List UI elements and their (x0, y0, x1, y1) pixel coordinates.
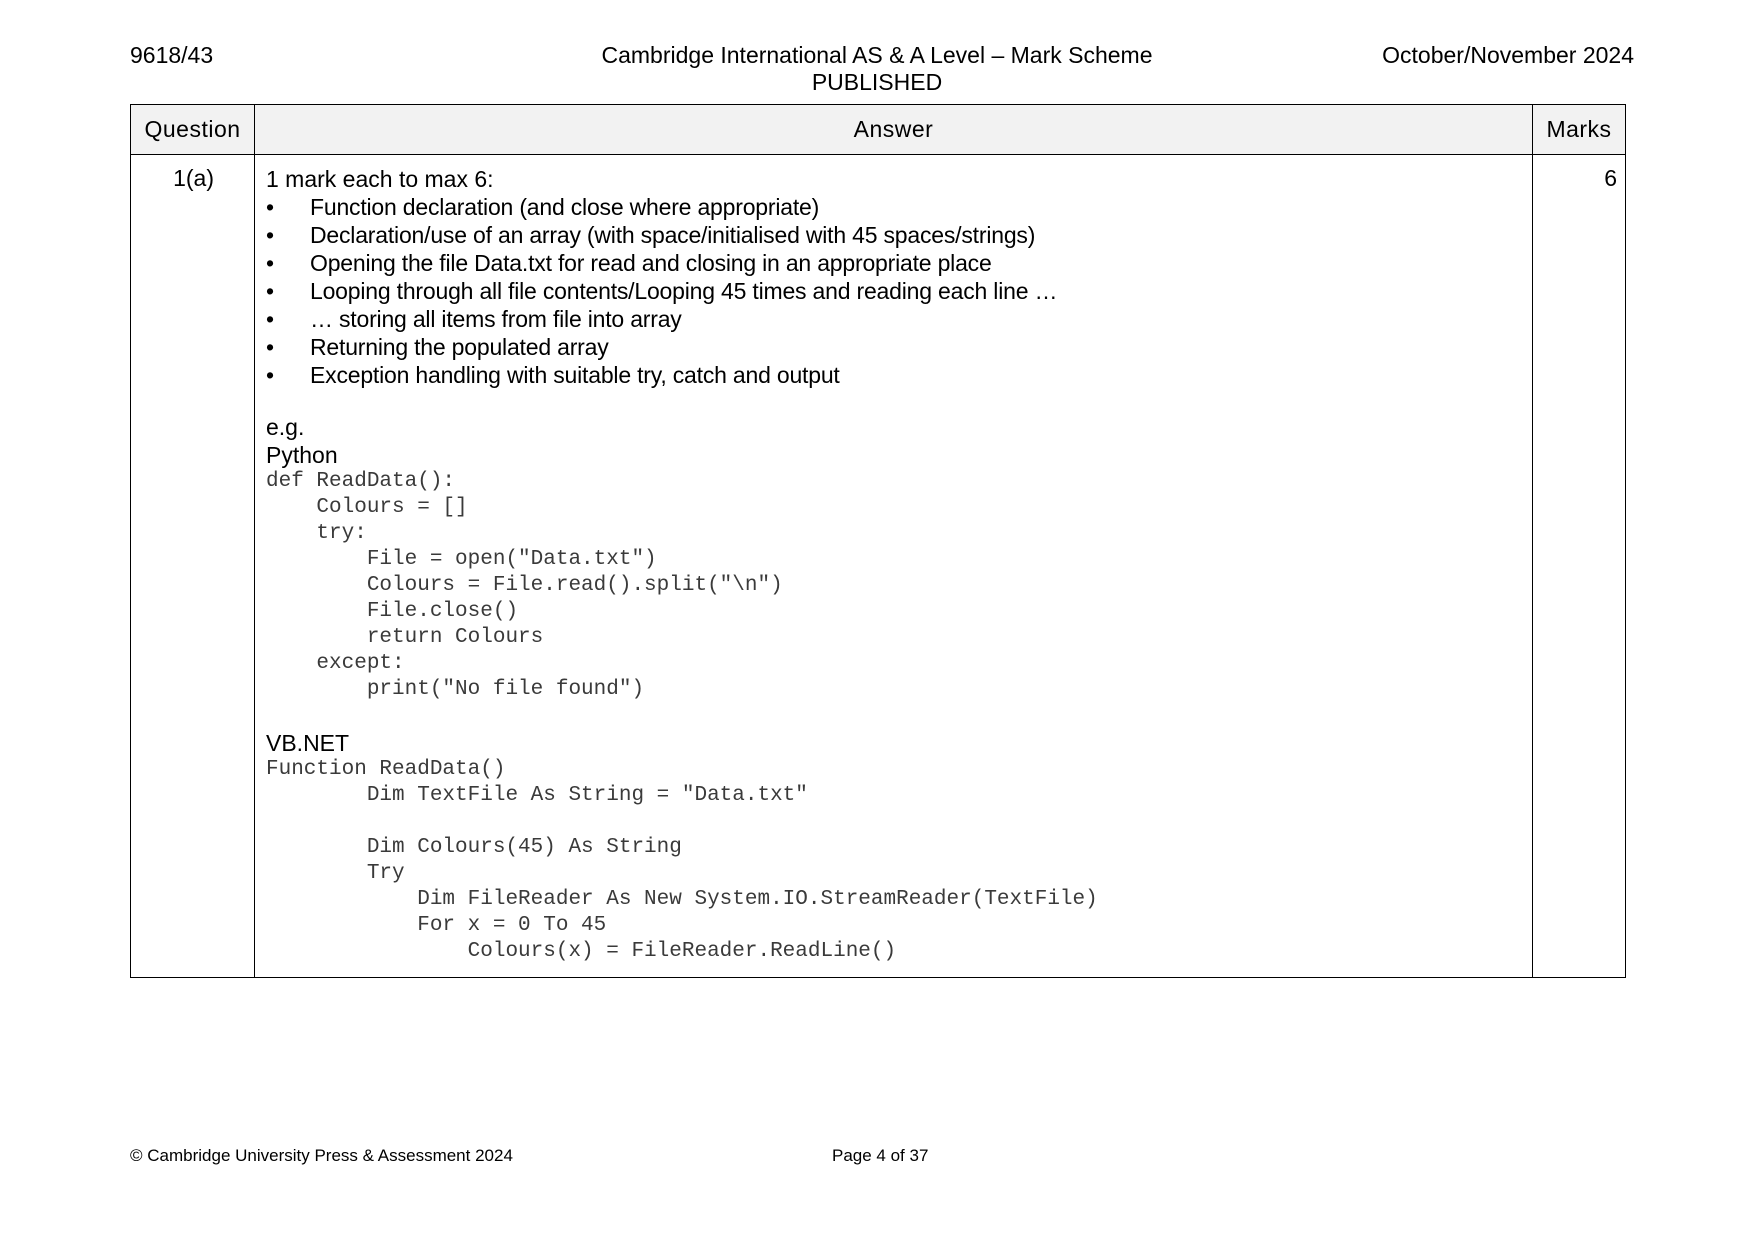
marks-value: 6 (1533, 155, 1626, 978)
page-number: Page 4 of 37 (832, 1146, 929, 1165)
bullet-icon: • (266, 222, 274, 248)
table-header-row (131, 105, 1626, 155)
python-label: Python (266, 442, 338, 468)
list-item (266, 361, 1522, 389)
answer-column-header: Answer (255, 105, 1533, 155)
exam-session: October/November 2024 (1382, 42, 1634, 68)
vbnet-code-block: Function ReadData() Dim TextFile As String = "Data.txt" Dim Colours(45) As String Try Dim FileReader As New System.IO.StreamReader(TextFile) For x = 0 To 45 Colours(x) = FileReader.ReadLine() (266, 758, 1098, 963)
marks-column-header: Marks (1533, 105, 1626, 155)
bullet-icon: • (266, 250, 274, 276)
copyright-notice: © Cambridge University Press & Assessment 2024 (130, 1146, 513, 1165)
criterion-text: Function declaration (and close where appropriate) (310, 194, 820, 220)
list-item (266, 249, 1522, 277)
list-item (266, 221, 1522, 249)
question-number: 1(a) (131, 155, 255, 978)
question-column-header: Question (131, 105, 255, 155)
title-line: Cambridge International AS & A Level – Mark Scheme (601, 42, 1153, 68)
criterion-text: Exception handling with suitable try, catch and output (310, 362, 840, 388)
criterion-text: Looping through all file contents/Looping 45 times and reading each line … (310, 278, 1058, 304)
python-code-block: def ReadData(): Colours = [] try: File = open("Data.txt") Colours = File.read().split("\n") File.close() return Colours except: print("No file found") (266, 470, 783, 701)
bullet-icon: • (266, 334, 274, 360)
mark-scheme-table (130, 104, 1626, 978)
bullet-icon: • (266, 306, 274, 332)
vbnet-label: VB.NET (266, 730, 350, 756)
example-label: e.g. (266, 414, 305, 440)
mark-intro: 1 mark each to max 6: (266, 166, 494, 192)
bullet-icon: • (266, 278, 274, 304)
criterion-text: Declaration/use of an array (with space/initialised with 45 spaces/strings) (310, 222, 1036, 248)
table-row (131, 155, 1626, 978)
criterion-text: Returning the populated array (310, 334, 609, 360)
criterion-text: Opening the file Data.txt for read and closing in an appropriate place (310, 250, 992, 276)
bullet-icon: • (266, 194, 274, 220)
bullet-icon: • (266, 362, 274, 388)
paper-code: 9618/43 (130, 42, 214, 68)
criterion-text: … storing all items from file into array (310, 306, 682, 332)
list-item (266, 305, 1522, 333)
list-item (266, 193, 1522, 221)
list-item (266, 333, 1522, 361)
published-label: PUBLISHED (811, 69, 943, 95)
answer-cell (255, 155, 1533, 978)
list-item (266, 277, 1522, 305)
criteria-list (266, 193, 1522, 389)
